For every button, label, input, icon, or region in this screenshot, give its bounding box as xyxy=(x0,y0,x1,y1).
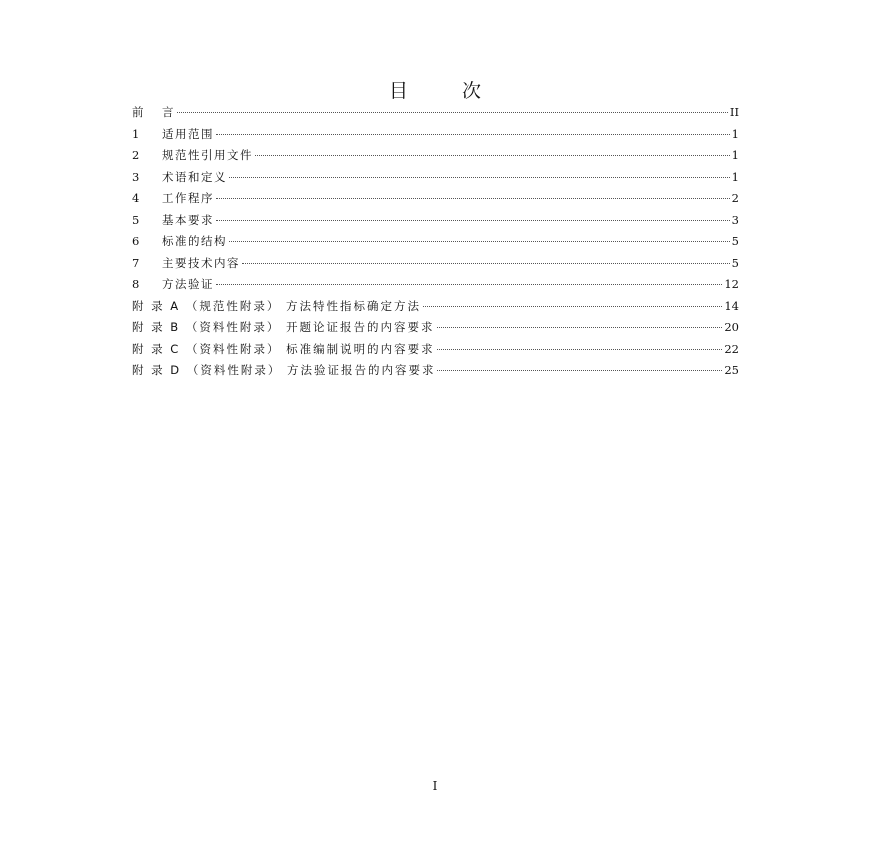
toc-entry-number: 3 xyxy=(132,169,140,184)
toc-entry-5[interactable] xyxy=(132,212,739,234)
toc-entry-number: 5 xyxy=(132,212,140,227)
toc-entry-number: 8 xyxy=(132,277,140,291)
toc-entry-page: II xyxy=(729,105,739,119)
toc-title: 目 次 xyxy=(388,80,506,102)
toc-entry-label: 规范性引用文件 xyxy=(162,148,253,162)
toc-entry-appendix-a[interactable] xyxy=(132,298,739,320)
toc-entry-label: 言 xyxy=(162,105,175,119)
toc-entry-preface[interactable] xyxy=(132,104,739,126)
toc-entry-label: 基本要求 xyxy=(162,212,214,227)
toc-entry-number: 前 xyxy=(132,105,145,119)
toc-entry-page: 5 xyxy=(731,255,739,270)
toc-entry-page: 1 xyxy=(731,126,739,141)
toc-entry-2[interactable] xyxy=(132,147,739,169)
toc-entry-appendix-b[interactable] xyxy=(132,319,739,341)
toc-entry-3[interactable] xyxy=(132,169,739,191)
toc-dot-leader xyxy=(229,177,730,178)
toc-entry-page: 1 xyxy=(731,148,739,162)
toc-entry-page: 5 xyxy=(731,234,739,248)
toc-entry-page: 14 xyxy=(724,298,739,313)
toc-entry-6[interactable] xyxy=(132,233,739,255)
toc-entry-number: 6 xyxy=(132,234,140,248)
toc-entry-4[interactable] xyxy=(132,190,739,212)
toc-dot-leader xyxy=(437,327,723,328)
toc-entry-page: 20 xyxy=(724,320,739,334)
toc-dot-leader xyxy=(423,306,722,307)
toc-dot-leader xyxy=(216,220,730,221)
toc-dot-leader xyxy=(216,134,730,135)
toc-entry-7[interactable] xyxy=(132,255,739,277)
toc-entry-page: 2 xyxy=(731,191,739,205)
toc-entry-label: 附 录 D （资料性附录） 方法验证报告的内容要求 xyxy=(132,363,436,377)
toc-entry-number: 2 xyxy=(132,148,140,162)
toc-entry-8[interactable] xyxy=(132,276,739,298)
toc-dot-leader xyxy=(216,284,722,285)
toc-entry-page: 12 xyxy=(724,277,739,291)
toc-entry-label: 附 录 C （资料性附录） 标准编制说明的内容要求 xyxy=(132,341,435,356)
toc-dot-leader xyxy=(437,349,723,350)
toc-entry-appendix-c[interactable] xyxy=(132,341,739,363)
toc-dot-leader xyxy=(229,241,730,242)
toc-dot-leader xyxy=(437,370,722,371)
toc-entry-label: 术语和定义 xyxy=(162,169,227,184)
toc-dot-leader xyxy=(177,112,728,113)
page-number: I xyxy=(432,779,438,793)
toc-entry-label: 方法验证 xyxy=(162,277,214,291)
toc-entry-number: 1 xyxy=(132,126,140,141)
toc-entry-label: 标准的结构 xyxy=(162,234,227,248)
toc-dot-leader xyxy=(242,263,730,264)
toc-entry-label: 附 录 B （资料性附录） 开题论证报告的内容要求 xyxy=(132,320,435,334)
toc-entry-appendix-d[interactable] xyxy=(132,362,739,384)
toc-entry-label: 适用范围 xyxy=(162,126,214,141)
toc-entry-number: 7 xyxy=(132,255,140,270)
toc-entry-number: 4 xyxy=(132,191,140,205)
toc-entry-page: 22 xyxy=(724,341,739,356)
toc-dot-leader xyxy=(255,155,730,156)
toc-entry-label: 主要技术内容 xyxy=(162,255,240,270)
toc-entry-page: 25 xyxy=(724,363,739,377)
toc-entry-page: 3 xyxy=(731,212,739,227)
toc-list xyxy=(132,104,739,384)
toc-entry-label: 工作程序 xyxy=(162,191,214,205)
toc-dot-leader xyxy=(216,198,730,199)
toc-entry-label: 附 录 A （规范性附录） 方法特性指标确定方法 xyxy=(132,298,421,313)
toc-entry-page: 1 xyxy=(731,169,739,184)
toc-entry-1[interactable] xyxy=(132,126,739,148)
